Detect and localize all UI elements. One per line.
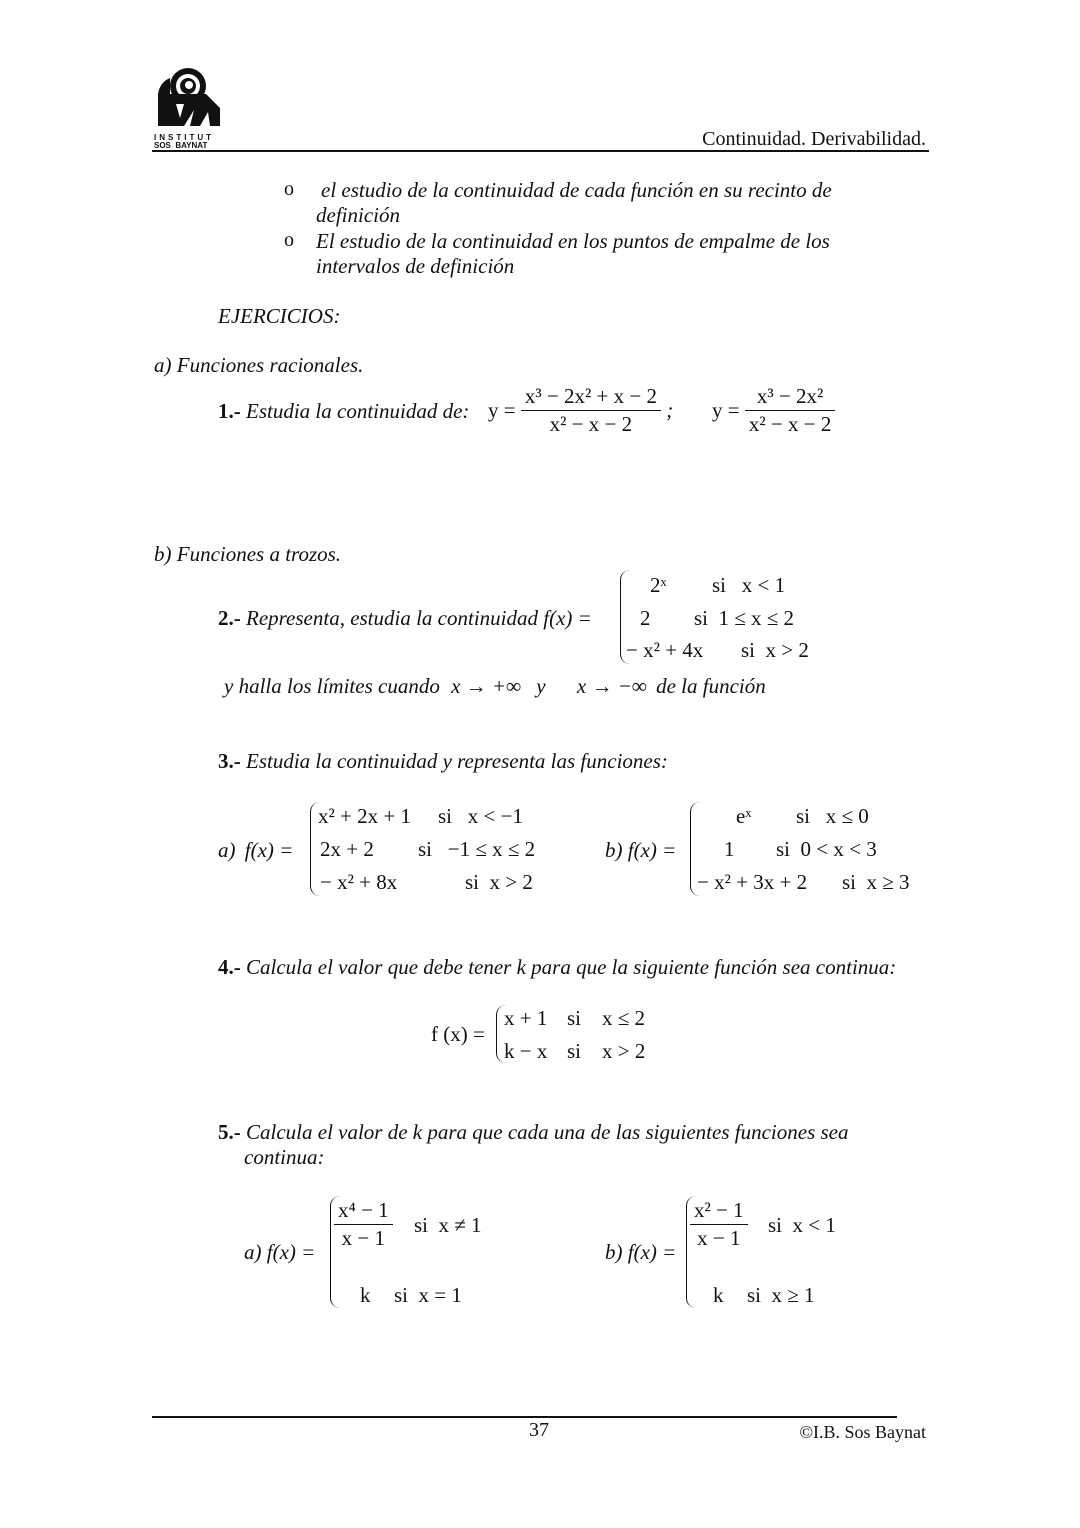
bullet-marker: o (284, 178, 294, 200)
exercise-number: 5.- (218, 1120, 241, 1144)
bullet-text-line1: El estudio de la continuidad en los puntos de empalme de los (316, 229, 830, 253)
exercise-1-statement (218, 399, 469, 424)
denominator: x² − x − 2 (748, 412, 832, 436)
exercise-number: 3.- (218, 749, 241, 773)
exercise-number: 4.- (218, 955, 241, 979)
exercise-text: Calcula el valor que debe tener k para que la siguiente función sea continua: (246, 955, 897, 979)
exercise-text: Estudia la continuidad y representa las funciones: (246, 749, 668, 773)
bullet-text-line2: intervalos de definición (316, 254, 515, 278)
case-cond: si x > 2 (741, 638, 809, 662)
ejercicios-heading: EJERCICIOS: (218, 304, 341, 328)
case-expr: 2 (640, 606, 651, 630)
formula-lhs: f(x) = (627, 838, 677, 862)
case-expr: k (713, 1283, 724, 1307)
numerator: x² − 1 (690, 1198, 748, 1225)
limit-minus-infinity: x → −∞ (576, 674, 647, 698)
bullet-text-line1: el estudio de la continuidad de cada función en su recinto de (321, 178, 832, 202)
formula-lhs: y = (712, 398, 740, 422)
case-cond: si x ≠ 1 (414, 1213, 482, 1237)
case-cond: si x > 2 (567, 1039, 646, 1063)
section-b-heading: b) Funciones a trozos. (154, 542, 342, 566)
case-expr: 1 (724, 837, 735, 861)
case-expr: k − x (504, 1039, 548, 1063)
case-expr: − x² + 8x (320, 870, 398, 894)
bullet-marker: o (284, 229, 294, 251)
numerator: x³ − 2x² (745, 384, 835, 411)
exercise-text-line2: continua: (244, 1145, 325, 1169)
numerator: x³ − 2x² + x − 2 (521, 384, 661, 411)
case-cond: si 1 ≤ x ≤ 2 (694, 606, 795, 630)
fraction (334, 1198, 393, 1251)
case-expr: 2x + 2 (320, 837, 374, 861)
exercise-5b-label: b) f(x) = (605, 1240, 677, 1264)
exercise-5a-label: a) f(x) = (244, 1240, 316, 1264)
denominator: x² − x − 2 (549, 412, 633, 436)
denominator: x − 1 (697, 1226, 741, 1250)
case-cond: si x < 1 (768, 1213, 836, 1237)
fraction (745, 384, 835, 437)
case-cond: si x < −1 (438, 804, 523, 828)
case-expr: − x² + 3x + 2 (697, 870, 808, 894)
fraction (521, 384, 661, 437)
exercise-number: 1.- (218, 399, 241, 423)
exercise-3a-label (218, 838, 293, 863)
copyright: ©I.B. Sos Baynat (799, 1422, 926, 1442)
case-expr: x² + 2x + 1 (318, 804, 411, 828)
logo-text-line2: SOS BAYNAT (154, 141, 208, 150)
logo-text-line1: INSTITUT (154, 133, 214, 142)
footer-rule (152, 1416, 897, 1418)
case-expr: x + 1 (504, 1006, 548, 1030)
denominator: x − 1 (341, 1226, 385, 1250)
section-a-heading: a) Funciones racionales. (154, 353, 364, 377)
header-rule (152, 150, 929, 152)
case-cond: si x > 2 (465, 870, 533, 894)
institute-logo (154, 64, 224, 150)
case-cond: si 0 < x < 3 (776, 837, 877, 861)
part-label: a) (218, 838, 236, 862)
exercise-2-limits (224, 674, 766, 699)
exercise-text: Estudia la continuidad de: (246, 399, 470, 423)
case-expr: 2ˣ (650, 573, 667, 597)
limits-text: y halla los límites cuando (224, 674, 440, 698)
separator: ; (666, 398, 674, 422)
case-cond: si −1 ≤ x ≤ 2 (418, 837, 536, 861)
case-expr: − x² + 4x (626, 638, 704, 662)
case-cond: si x = 1 (394, 1283, 462, 1307)
case-cond: si x < 1 (712, 573, 786, 597)
limits-text: de la función (656, 674, 766, 698)
formula-lhs: f(x) = (244, 838, 294, 862)
case-fraction (690, 1198, 748, 1251)
exercise-1-formula-1 (488, 384, 673, 437)
exercise-3-statement (218, 749, 668, 774)
bullet-text-line2: definición (316, 203, 400, 227)
exercise-2-statement (218, 606, 592, 631)
case-fraction (334, 1198, 393, 1251)
page-number: 37 (529, 1419, 549, 1441)
limit-plus-infinity: x → +∞ (451, 674, 522, 698)
formula-lhs: y = (488, 398, 516, 422)
case-expr: eˣ (736, 804, 752, 828)
case-cond: si x ≥ 1 (747, 1283, 815, 1307)
limits-and: y (536, 674, 546, 698)
case-cond: si x ≥ 3 (842, 870, 910, 894)
exercise-5-statement (218, 1120, 848, 1145)
formula-lhs: f(x) = (543, 606, 592, 630)
exercise-1-formula-2 (712, 384, 835, 437)
exercise-3b-label (605, 838, 676, 863)
fraction (690, 1198, 748, 1251)
logo-snail-icon (154, 64, 224, 128)
numerator: x⁴ − 1 (334, 1198, 393, 1225)
part-label: b) (605, 838, 623, 862)
exercise-4-statement (218, 955, 896, 980)
exercise-text: Calcula el valor de k para que cada una de las siguientes funciones sea (246, 1120, 849, 1144)
header-title: Continuidad. Derivabilidad. (702, 128, 926, 150)
case-cond: si x ≤ 2 (567, 1006, 646, 1030)
exercise-text: Representa, estudia la continuidad (246, 606, 539, 630)
case-cond: si x ≤ 0 (796, 804, 869, 828)
exercise-number: 2.- (218, 606, 241, 630)
case-expr: k (360, 1283, 371, 1307)
formula-lhs: f (x) = (431, 1022, 485, 1046)
